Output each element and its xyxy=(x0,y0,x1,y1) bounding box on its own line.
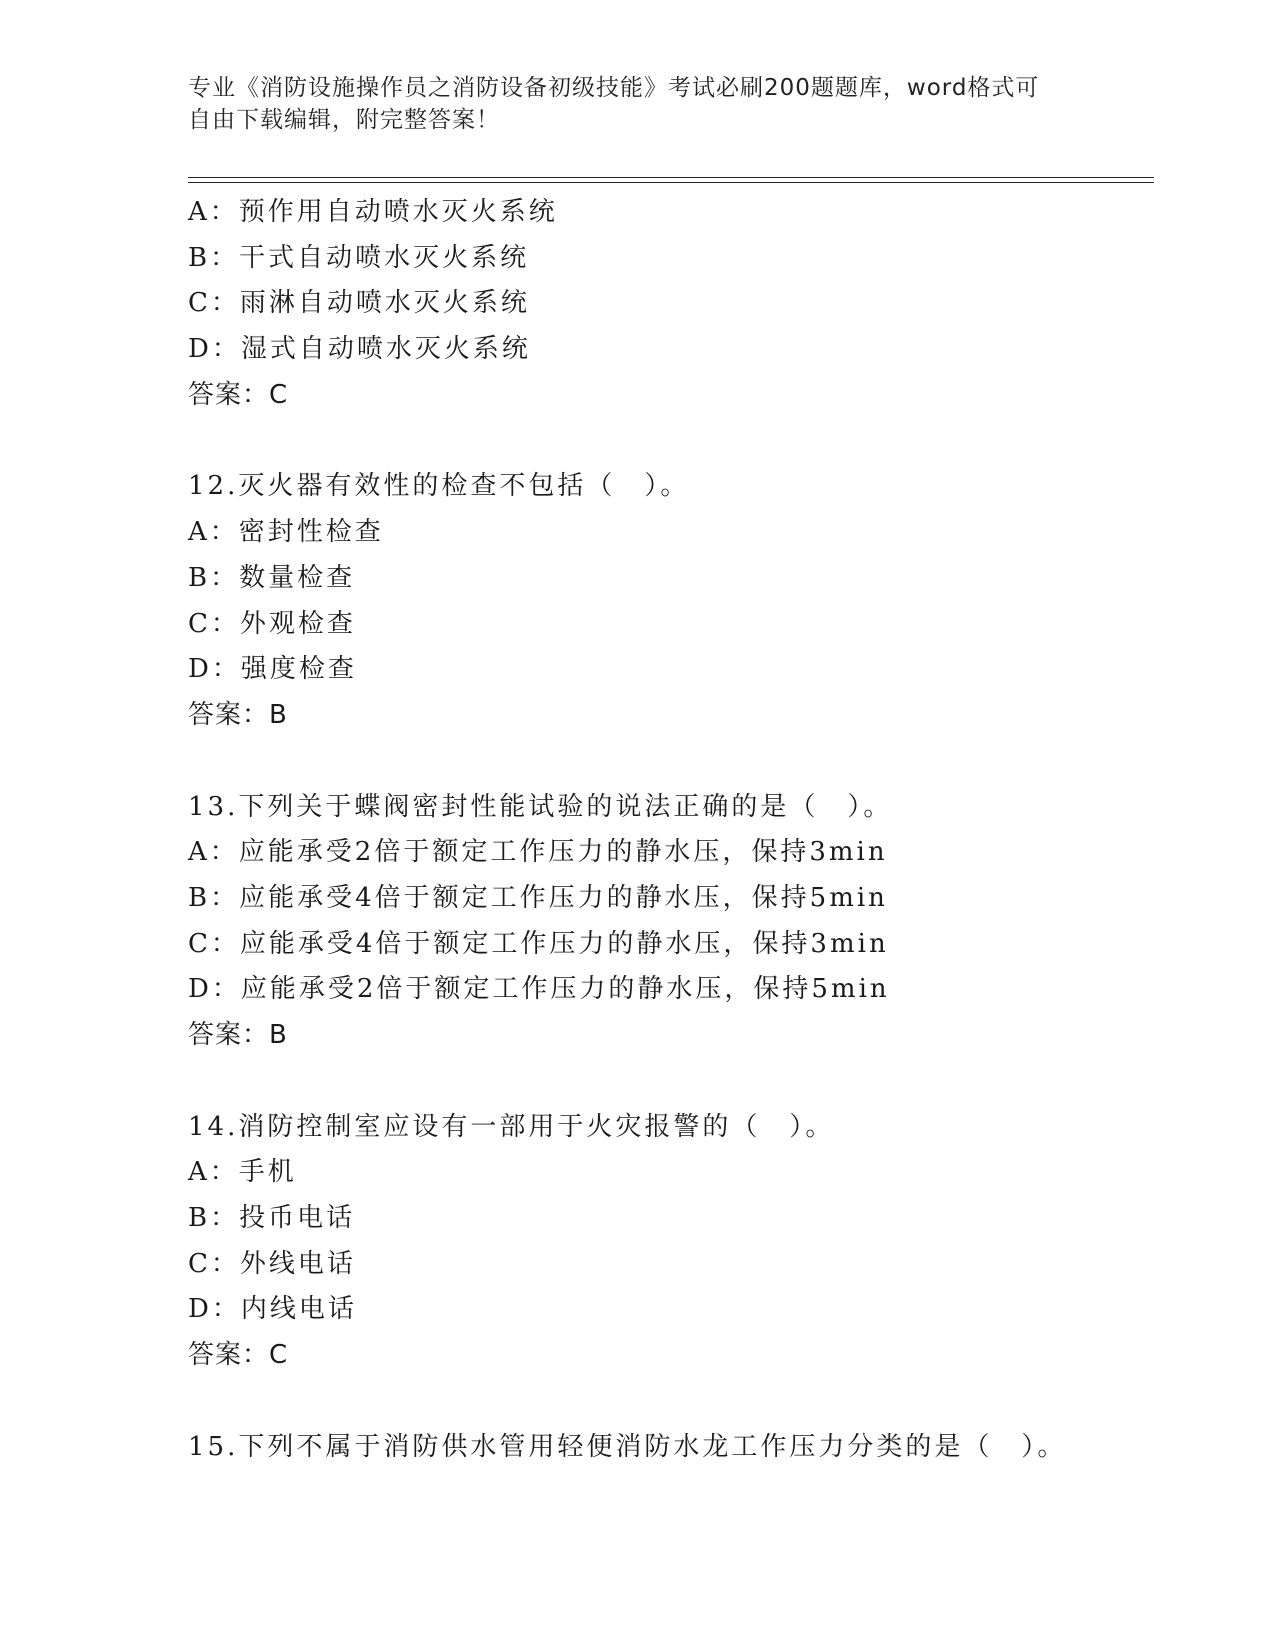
option-d: D：应能承受2倍于额定工作压力的静水压，保持5min xyxy=(188,974,890,1005)
option-a: A：应能承受2倍于额定工作压力的静水压，保持3min xyxy=(188,837,888,868)
option-a: A：手机 xyxy=(188,1157,297,1188)
answer-label: 答案：B xyxy=(188,699,288,730)
document-header xyxy=(188,72,1088,136)
option-b: B：应能承受4倍于额定工作压力的静水压，保持5min xyxy=(188,882,888,913)
answer-label: 答案：C xyxy=(188,379,289,410)
question-list xyxy=(188,190,1148,1471)
option-c: C：外线电话 xyxy=(188,1248,356,1279)
option-d: D：湿式自动喷水灭火系统 xyxy=(188,334,531,365)
header-title-line-1: 专业《消防设施操作员之消防设备初级技能》考试必刷200题题库，word格式可 xyxy=(188,75,1040,101)
option-b: B：干式自动喷水灭火系统 xyxy=(188,242,530,273)
header-divider-bottom xyxy=(188,182,1154,183)
header-title-line-2: 自由下载编辑，附完整答案！ xyxy=(188,107,500,133)
question-11-fragment xyxy=(188,190,1148,418)
question-12 xyxy=(188,464,1148,738)
question-stem: 14.消防控制室应设有一部用于火灾报警的（ ）。 xyxy=(188,1111,835,1142)
question-15 xyxy=(188,1425,1148,1471)
option-b: B：投币电话 xyxy=(188,1203,356,1234)
option-a: A：预作用自动喷水灭火系统 xyxy=(188,197,558,227)
answer-label: 答案：B xyxy=(188,1020,288,1050)
option-c: C：应能承受4倍于额定工作压力的静水压，保持3min xyxy=(188,928,889,959)
option-c: C：雨淋自动喷水灭火系统 xyxy=(188,288,530,319)
option-b: B：数量检查 xyxy=(188,562,356,593)
question-stem: 12.灭火器有效性的检查不包括（ ）。 xyxy=(188,471,690,502)
option-d: D：内线电话 xyxy=(188,1294,357,1325)
question-14 xyxy=(188,1105,1148,1379)
option-a: A：密封性检查 xyxy=(188,517,384,548)
question-stem: 13.下列关于蝶阀密封性能试验的说法正确的是（ ）。 xyxy=(188,791,893,822)
option-d: D：强度检查 xyxy=(188,654,357,685)
answer-label: 答案：C xyxy=(188,1340,289,1371)
option-c: C：外观检查 xyxy=(188,608,356,639)
question-stem: 15.下列不属于消防供水管用轻便消防水龙工作压力分类的是（ ）。 xyxy=(188,1431,1067,1462)
header-divider-top xyxy=(188,177,1154,178)
question-13 xyxy=(188,785,1148,1059)
